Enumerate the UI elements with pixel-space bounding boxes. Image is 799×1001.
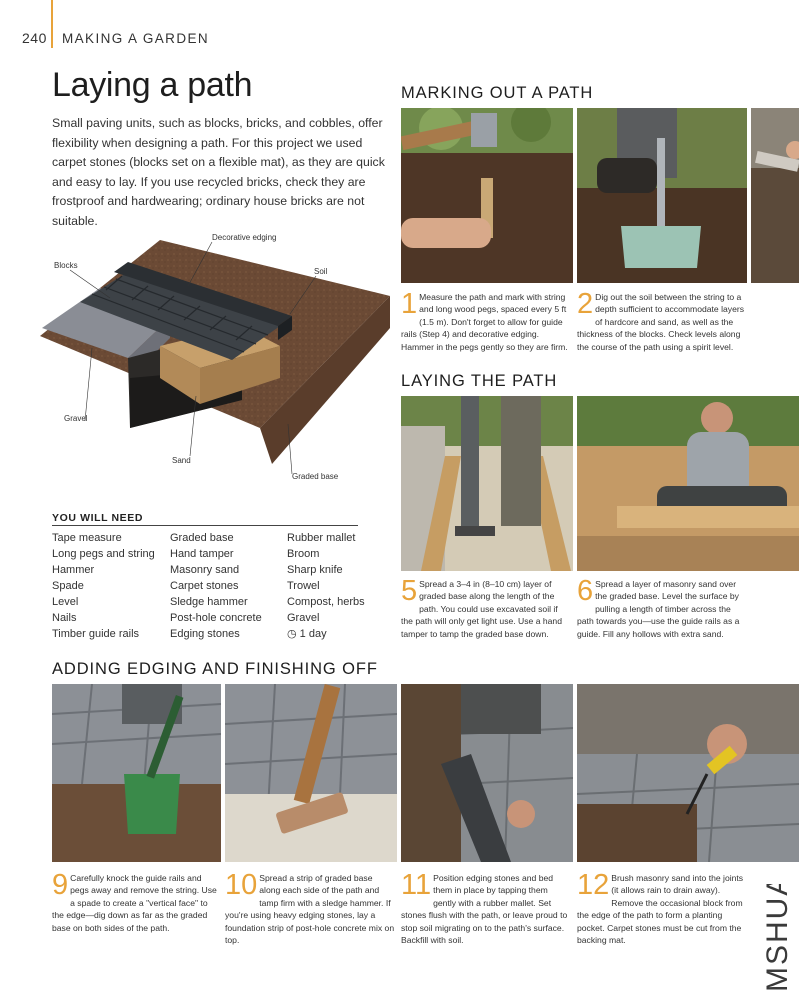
step-12: 12 Brush masonry sand into the joints (it allows rain to drain away). Remove the occasional block from the edge of the path to form a planting pocket. Carpet stones must be cut from the backing mat. <box>577 869 744 946</box>
label-blocks: Blocks <box>54 261 78 270</box>
step-1: 1 Measure the path and mark with string and long wood pegs, spaced every 5 ft (1.5 m). Don't forget to allow for guide rails (Step 4) and decorative edging. Hammer in the pegs gently so they are firm. <box>401 288 568 352</box>
photo-step-11-edging-stones <box>401 684 573 862</box>
tool-item: Hammer <box>52 564 95 576</box>
tool-item: ◷ 1 day <box>287 628 327 640</box>
step-9: 9 Carefully knock the guide rails and pegs away and remove the string. Use a spade to create a "vertical face" to the edge—dig down as far as the graded base on both sides of the path. <box>52 869 217 933</box>
photo-step-6-levelling-sand <box>577 396 799 571</box>
you-will-need-title: YOU WILL NEED <box>52 512 144 524</box>
vertical-watermark-text <box>755 884 795 994</box>
photo-step-12-brushing-sand <box>577 684 799 862</box>
header-accent-bar <box>51 0 53 48</box>
step-10: 10 Spread a strip of graded base along each side of the path and tamp firm with a sledge hammer. If you're using heavy edging stones, lay a foundation strip of post-hole concrete mix on top. <box>225 869 395 946</box>
label-decorative-edging: Decorative edging <box>212 233 277 242</box>
tool-item: Post-hole concrete <box>170 612 262 624</box>
tools-column-3 <box>287 530 365 642</box>
step-5: 5 Spread a 3–4 in (8–10 cm) layer of graded base along the length of the path. You could use excavated soil if the path will only get light use. Use a hand tamper to tamp the graded base down. <box>401 575 562 639</box>
intro-paragraph: Small paving units, such as blocks, bricks, and cobbles, offer flexibility when designing a path. For this project we used carpet stones (blocks set on a flexible mat), as they are quick and easy to lay. If you use recycled bricks, check they are frostproof and hardwearing; ordinary house bricks are not suitable. <box>52 116 385 228</box>
clock-icon: ◷ <box>287 628 297 640</box>
step-number: 9 <box>52 869 69 901</box>
step-number: 12 <box>577 869 610 901</box>
vertical-text: MSHUA <box>761 884 794 992</box>
photo-step-1-hammering-pegs <box>401 108 573 283</box>
page-title: Laying a path <box>52 66 253 104</box>
tool-item: Broom <box>287 548 320 560</box>
tool-item: Level <box>52 596 79 608</box>
path-cross-section-diagram <box>10 228 395 490</box>
section-title: MAKING A GARDEN <box>62 31 210 46</box>
photo-step-5-tamping <box>401 396 573 571</box>
heading-marking-out: MARKING OUT A PATH <box>401 84 594 102</box>
heading-adding-edging: ADDING EDGING AND FINISHING OFF <box>52 660 378 678</box>
photo-step-9-spade-edge <box>52 684 221 862</box>
tool-item: Carpet stones <box>170 580 239 592</box>
tools-column-2 <box>170 530 262 642</box>
tool-item: Sledge hammer <box>170 596 248 608</box>
tool-item: Sharp knife <box>287 564 343 576</box>
tool-item: Long pegs and string <box>52 548 155 560</box>
heading-laying-path: LAYING THE PATH <box>401 372 558 390</box>
tool-item: Gravel <box>287 612 320 624</box>
tool-item: Nails <box>52 612 77 624</box>
step-6: 6 Spread a layer of masonry sand over the graded base. Level the surface by pulling a length of timber across the path towards you—use the guide rails as a guide. Fill any hollows with extra sand. <box>577 575 740 639</box>
tool-item: Spade <box>52 580 84 592</box>
step-11: 11 Position edging stones and bed them in place by tapping them gently with a rubber mallet. Set stones flush with the path, or leave proud to stop soil migrating on to the path's surface. Backfill with soil. <box>401 869 568 946</box>
label-graded-base: Graded base <box>292 472 339 481</box>
page-number: 240 <box>22 30 47 46</box>
label-sand: Sand <box>172 456 191 465</box>
step-number: 11 <box>401 869 432 901</box>
tool-item: Edging stones <box>170 628 240 640</box>
step-number: 2 <box>577 288 594 320</box>
label-gravel: Gravel <box>64 414 88 423</box>
tool-item: Timber guide rails <box>52 628 140 640</box>
tool-item: Trowel <box>287 580 320 592</box>
label-soil: Soil <box>314 267 328 276</box>
you-will-need-rule <box>52 525 358 526</box>
step-2: 2 Dig out the soil between the string to a depth sufficient to accommodate layers of hardcore and sand, as well as the thickness of the blocks. Check levels along the course of the path using a spirit level. <box>577 288 745 352</box>
step-number: 6 <box>577 575 594 607</box>
photo-step-3-level <box>751 108 799 283</box>
tool-item: Hand tamper <box>170 548 234 560</box>
photo-step-2-digging <box>577 108 747 283</box>
step-number: 5 <box>401 575 418 607</box>
tool-item: Rubber mallet <box>287 532 356 544</box>
tool-item: Masonry sand <box>170 564 240 576</box>
tool-item: Compost, herbs <box>287 596 365 608</box>
photo-step-10-sledge-hammer <box>225 684 397 862</box>
step-number: 1 <box>401 288 418 320</box>
tools-column-1 <box>52 530 155 642</box>
step-number: 10 <box>225 869 258 901</box>
tool-item: Graded base <box>170 532 234 544</box>
tool-item: Tape measure <box>52 532 122 544</box>
